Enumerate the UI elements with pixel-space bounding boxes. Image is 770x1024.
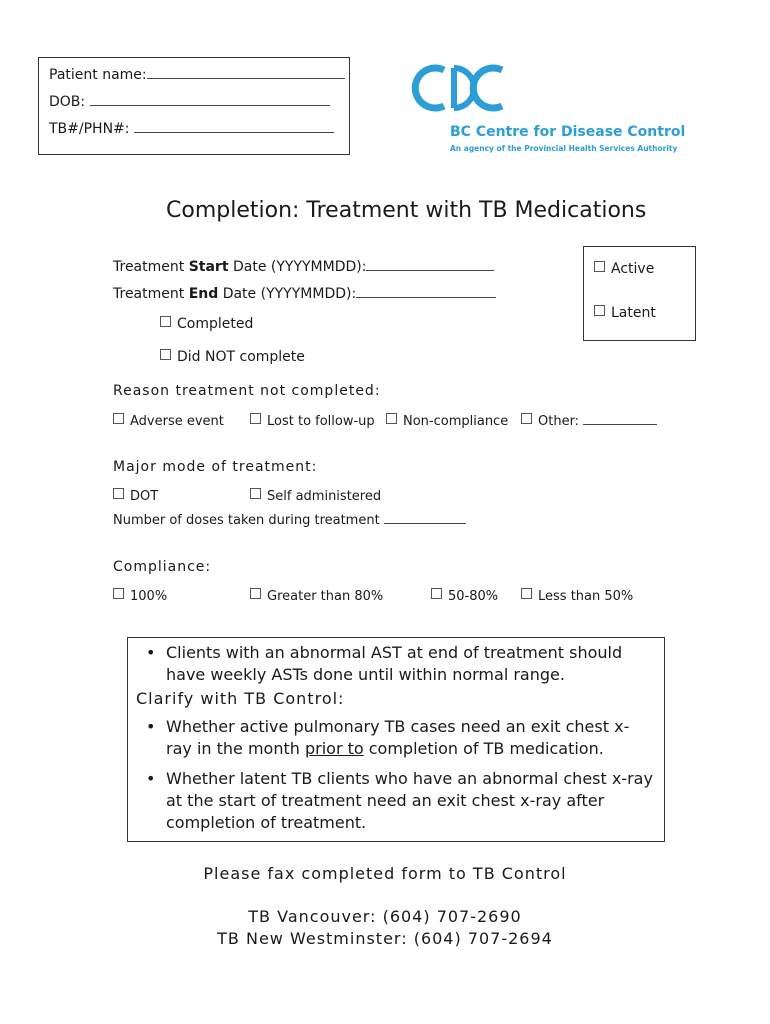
bccdc-logo — [410, 62, 686, 162]
checkbox-box[interactable] — [113, 413, 124, 424]
dob-field[interactable] — [49, 92, 330, 111]
end-date-label-post: Date (YYYYMMDD): — [218, 286, 357, 302]
tb-phn-line[interactable] — [134, 119, 334, 133]
compliance-gt80-checkbox[interactable] — [250, 588, 383, 606]
non-compliance-checkbox[interactable] — [386, 413, 508, 431]
checkbox-box[interactable] — [160, 316, 171, 327]
patient-name-line[interactable] — [147, 65, 345, 79]
start-date-label-bold: Start — [188, 259, 229, 275]
checkbox-label: Less than 50% — [538, 589, 634, 604]
adverse-event-checkbox[interactable] — [113, 413, 224, 431]
compliance-50-80-checkbox[interactable] — [431, 588, 498, 606]
note-active-pre: Whether active pulmonary TB cases need an exit chest x-ray in the month — [166, 717, 630, 758]
start-date-label-post: Date (YYYYMMDD): — [228, 259, 367, 275]
dob-label: DOB: — [49, 94, 86, 110]
other-reason-line[interactable] — [583, 413, 657, 425]
end-date-field[interactable] — [113, 284, 496, 303]
lost-to-follow-up-checkbox[interactable] — [250, 413, 375, 431]
completed-checkbox[interactable] — [160, 315, 253, 333]
note-ast: • Clients with an abnormal AST at end of treatment should have weekly ASTs done until within normal range. — [166, 642, 654, 686]
checkbox-box[interactable] — [250, 413, 261, 424]
clarify-heading: Clarify with TB Control: — [136, 689, 345, 708]
checkbox-box[interactable] — [113, 588, 124, 599]
checkbox-box[interactable] — [521, 588, 532, 599]
checkbox-box[interactable] — [250, 488, 261, 499]
page-title: Completion: Treatment with TB Medications — [166, 198, 647, 223]
logo-org-name: BC Centre for Disease Control — [450, 124, 686, 140]
checkbox-label: Did NOT complete — [177, 349, 305, 365]
start-date-label-pre: Treatment — [113, 259, 189, 275]
tb-phn-field[interactable] — [49, 119, 334, 138]
checkbox-label: Adverse event — [130, 414, 224, 429]
checkbox-label: Greater than 80% — [267, 589, 384, 604]
tb-status-box — [583, 246, 696, 341]
checkbox-label: Active — [611, 261, 655, 277]
checkbox-label: 100% — [130, 589, 168, 604]
checkbox-label: Lost to follow-up — [267, 414, 375, 429]
reason-heading: Reason treatment not completed: — [113, 383, 381, 399]
checkbox-box[interactable] — [594, 261, 605, 272]
checkbox-label: Self administered — [267, 489, 382, 504]
patient-name-label: Patient name: — [49, 67, 147, 83]
checkbox-label: Latent — [611, 305, 656, 321]
notes-box — [127, 637, 665, 842]
doses-line[interactable] — [384, 512, 466, 524]
tb-phn-label: TB#/PHN#: — [49, 121, 130, 137]
checkbox-box[interactable] — [594, 305, 605, 316]
dob-line[interactable] — [90, 92, 330, 106]
checkbox-box[interactable] — [250, 588, 261, 599]
checkbox-label: DOT — [130, 489, 159, 504]
start-date-line[interactable] — [366, 257, 494, 271]
checkbox-box[interactable] — [113, 488, 124, 499]
active-checkbox[interactable] — [594, 260, 654, 278]
logo-tagline: An agency of the Provincial Health Services Authority — [450, 144, 678, 153]
end-date-label-bold: End — [188, 286, 219, 302]
did-not-complete-checkbox[interactable] — [160, 348, 305, 366]
mode-heading: Major mode of treatment: — [113, 459, 318, 475]
latent-checkbox[interactable] — [594, 304, 656, 322]
checkbox-label: Completed — [177, 316, 254, 332]
patient-info-box — [38, 57, 350, 155]
checkbox-box[interactable] — [386, 413, 397, 424]
note-active-post: completion of TB medication. — [363, 739, 604, 758]
cdc-logo-mark — [410, 62, 510, 114]
doses-label: Number of doses taken during treatment — [113, 513, 380, 528]
dot-checkbox[interactable] — [113, 488, 158, 506]
end-date-line[interactable] — [356, 284, 496, 298]
start-date-field[interactable] — [113, 257, 494, 276]
checkbox-label: 50-80% — [448, 589, 499, 604]
self-administered-checkbox[interactable] — [250, 488, 381, 506]
note-active-pulmonary — [166, 716, 654, 760]
fax-new-westminster: TB New Westminster: (604) 707-2694 — [217, 929, 553, 948]
note-latent: • Whether latent TB clients who have an abnormal chest x-ray at the start of treatment need an exit chest x-ray after completion of treatment. — [166, 768, 654, 834]
patient-name-field[interactable] — [49, 65, 345, 84]
note-active-underline: prior to — [304, 739, 364, 758]
checkbox-label: Other: — [538, 414, 580, 429]
notes-list-top — [136, 642, 654, 686]
compliance-lt50-checkbox[interactable] — [521, 588, 633, 606]
compliance-heading: Compliance: — [113, 559, 212, 575]
checkbox-box[interactable] — [160, 349, 171, 360]
fax-vancouver: TB Vancouver: (604) 707-2690 — [248, 907, 522, 926]
checkbox-label: Non-compliance — [403, 414, 509, 429]
end-date-label-pre: Treatment — [113, 286, 189, 302]
checkbox-box[interactable] — [521, 413, 532, 424]
other-reason-checkbox[interactable] — [521, 413, 657, 431]
doses-field[interactable] — [113, 512, 466, 530]
checkbox-box[interactable] — [431, 588, 442, 599]
compliance-100-checkbox[interactable] — [113, 588, 167, 606]
notes-list-bottom — [136, 716, 654, 834]
fax-instruction: Please fax completed form to TB Control — [203, 864, 567, 883]
